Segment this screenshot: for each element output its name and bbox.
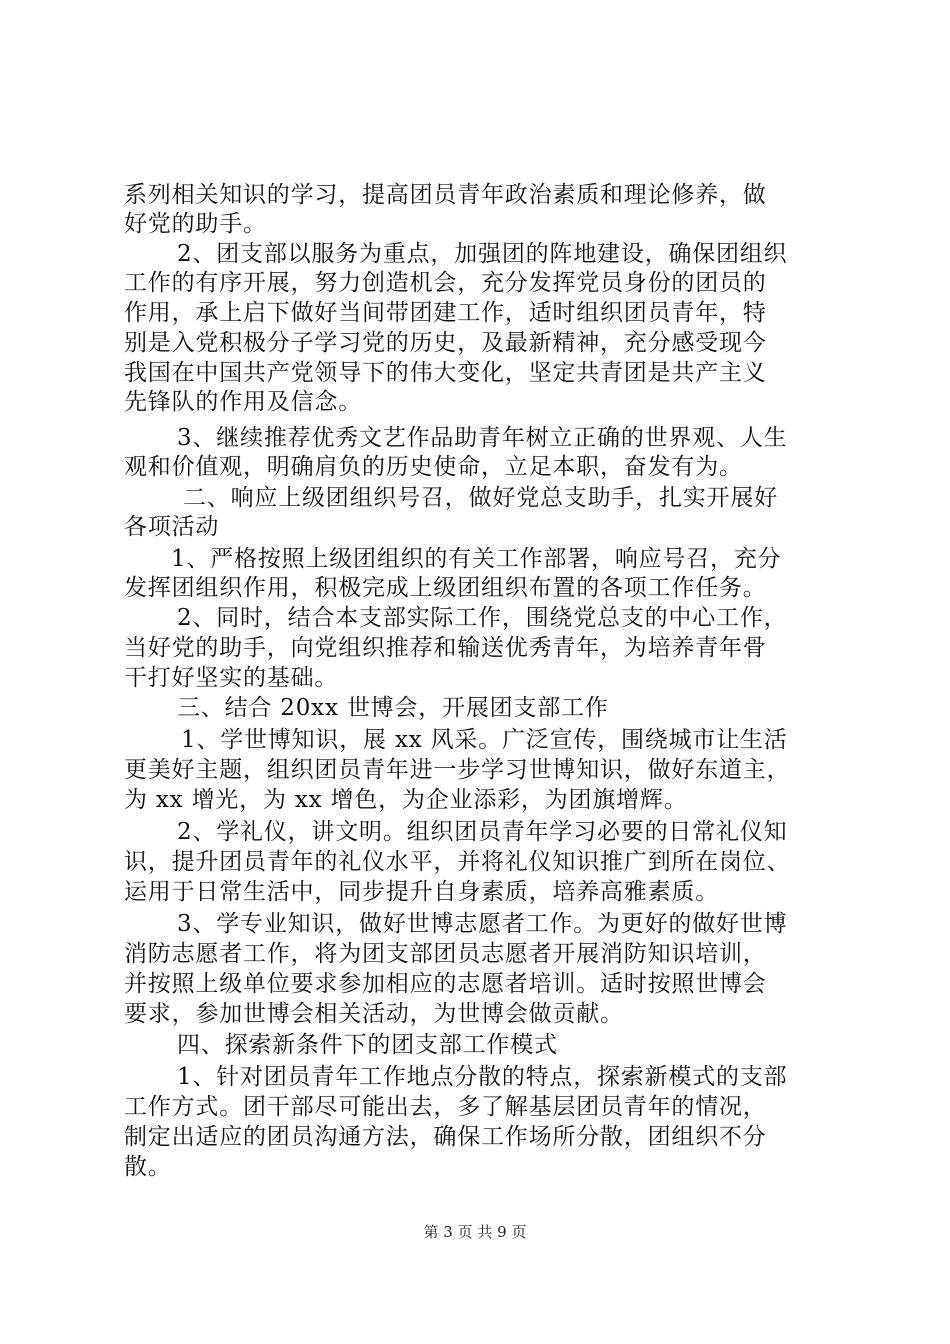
text-line: 识，提升团员青年的礼仪水平，并将礼仪知识推广到所在岗位、 (124, 849, 791, 875)
text-line: 运用于日常生活中，同步提升自身素质，培养高雅素质。 (124, 879, 719, 905)
text-line: 2、团支部以服务为重点，加强团的阵地建设，确保团组织 (177, 241, 788, 267)
text-line: 观和价值观，明确肩负的历史使命，立足本职，奋发有为。 (124, 454, 743, 480)
text-line: 当好党的助手，向党组织推荐和输送优秀青年，为培养青年骨 (124, 635, 767, 661)
section-heading: 三、结合 20xx 世博会，开展团支部工作 (177, 695, 609, 721)
section-heading: 四、探索新条件下的团支部工作模式 (177, 1032, 558, 1058)
text-line: 3、继续推荐优秀文艺作品助青年树立正确的世界观、人生 (177, 425, 788, 451)
page-number-footer: 第 3 页 共 9 页 (423, 1223, 527, 1241)
text-line: 系列相关知识的学习，提高团员青年政治素质和理论修养，做 (124, 182, 767, 208)
text-line: 1、严格按照上级团组织的有关工作部署，响应号召，充分 (171, 546, 782, 572)
text-line: 2、同时，结合本支部实际工作，围绕党总支的中心工作， (177, 605, 788, 631)
text-line: 发挥团组织作用，积极完成上级团组织布置的各项工作任务。 (124, 575, 767, 601)
text-line: 更美好主题，组织团员青年进一步学习世博知识，做好东道主， (124, 757, 791, 783)
section-heading: 各项活动 (124, 514, 220, 540)
text-line: 并按照上级单位要求参加相应的志愿者培训。适时按照世博会 (124, 971, 767, 997)
section-heading: 二、响应上级团组织号召，做好党总支助手，扎实开展好 (183, 485, 778, 511)
text-line: 2、学礼仪，讲文明。组织团员青年学习必要的日常礼仪知 (177, 819, 788, 845)
text-line: 制定出适应的团员沟通方法，确保工作场所分散，团组织不分 (124, 1124, 767, 1150)
text-line: 作用，承上启下做好当间带团建工作，适时组织团员青年，特 (124, 300, 767, 326)
text-line: 干打好坚实的基础。 (124, 665, 339, 691)
text-line: 别是入党积极分子学习党的历史，及最新精神，充分感受现今 (124, 330, 767, 356)
text-line: 好党的助手。 (124, 211, 267, 237)
text-line: 我国在中国共产党领导下的伟大变化，坚定共青团是共产主义 (124, 360, 767, 386)
text-line: 消防志愿者工作，将为团支部团员志愿者开展消防知识培训， (124, 941, 767, 967)
text-line: 散。 (124, 1154, 172, 1180)
text-line: 为 xx 增光，为 xx 增色，为企业添彩，为团旗增辉。 (124, 787, 688, 813)
text-line: 工作的有序开展，努力创造机会，充分发挥党员身份的团员的 (124, 270, 767, 296)
text-line: 先锋队的作用及信念。 (124, 389, 362, 415)
text-line: 1、学世博知识，展 xx 风采。广泛宣传，围绕城市让生活 (181, 727, 788, 753)
text-line: 要求，参加世博会相关活动，为世博会做贡献。 (124, 1001, 624, 1027)
text-line: 1、针对团员青年工作地点分散的特点，探索新模式的支部 (177, 1064, 788, 1090)
text-line: 工作方式。团干部尽可能出去，多了解基层团员青年的情况， (124, 1094, 767, 1120)
text-line: 3、学专业知识，做好世博志愿者工作。为更好的做好世博 (177, 911, 788, 937)
